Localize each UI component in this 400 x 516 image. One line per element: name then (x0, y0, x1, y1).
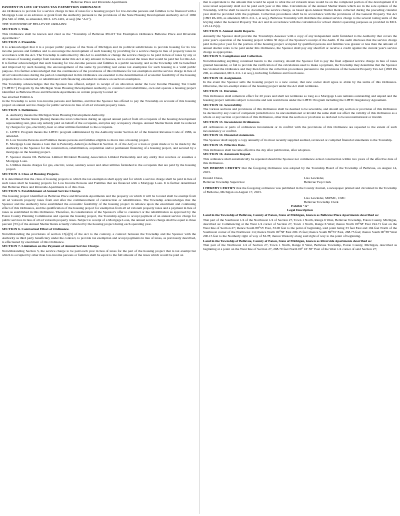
land1-body: That part of the Southwest 1/4 of the Northwest 1/4 of Section 27, Town 1 North, Range 6 West, Bellevue Township, Eaton County, Michigan, described as: Commencing at the West 1/4 corner of Section 27, Town 1 North, Range 6 West; thence North 00°38' East 194.71 feet on the West line of Section 27; thence South 89°55' East, 33.00 feet to the point of beginning, said point being 33 feet East and 194 feet North of the Southwest corner of the Northwest 1/4; thence North 00°38' East 200.15 feet; thence South 89°55' East, 268.75 feet; thence South 00°38' West 200.15 feet to the Northerly right of way of M-78; thence Westerly along said right of way to the point of beginning. (203, 217, 397, 238)
sec5-body: The housing project identified as Bellevue Place and Riverside Apartments and the property on which it will be located shall be exempt from all ad valorem property taxes from and after the commencement of construction or rehabilitation. The Township acknowledges that the Sponsor and the Authority have established the economic feasibility of the housing project in reliance upon the enactment and continuing effect of this Ordinance, and the qualification of the housing project for exemption from all ad valorem property taxes and a payment in lieu of taxes as established in this Ordinance. Therefore, in consideration of the Sponsor's offer to construct or the rehabilitation as approved by the Eaton County Planning Commission and operate the housing project, the Township agrees to accept payment of an annual service charge for public services in lieu of all ad valorem property taxes. Subject to receipt of a Mortgage Loan, the annual service charge shall be equal to three percent (3%) of the Annual Shelter Rents actually collected by the housing project during each operating year. (2, 194, 196, 227)
sec2-body: It is acknowledged that it is a proper public purpose of the State of Michigan and its political subdivisions to provide housing for its low income persons and families and to encourage the development of such housing by providing for a service charge in lieu of property taxes in accordance with the Act. The Township is authorized by this Act to establish or change the service charge to be paid in lieu of taxes by any or all classes of housing exempt from taxation under this Act at any amount it chooses, not to exceed the taxes that would be paid but for this Act. It is further acknowledged that such housing for low-income persons and families is a public necessity, and as the Township will be benefited and improved by such housing, the encouragement of the same by providing real estate tax exemption for such housing is a valid public purpose. It is further acknowledged that the continuance of the provisions of this Ordinance for tax exemption and the service charge in lieu of all ad valorem taxes during the period contemplated in this Ordinance are essential to the determination of economic feasibility of the housing projects that is constructed or rehabilitated with financing extended in reliance on such tax exemption. (2, 44, 196, 82)
land1-heading: Land in the Township of Bellevue, County of Eaton, State of Michigan, known as Bellevue Place Apartments described as: (203, 213, 380, 218)
clerk-signature: Lisa Lewinder, MiPMC, CMC (303, 195, 346, 200)
sec1-heading: SECTION 1. Title. (2, 26, 30, 31)
publication-certification (203, 186, 397, 194)
sec7-body: Notwithstanding Section 5, the service charge to be paid each year in lieu of taxes for the part of the housing project that is tax exempt but which is occupied by other than low-income persons or families shall be equal to the full amount of the taxes which would be paid on (2, 249, 196, 258)
supervisor-name: Donald Chase, (203, 175, 223, 180)
sec14-body: The Sponsor shall supply a copy annually of its most recently supplied audited, reviewed or compiled financial statements to the Township. (203, 138, 393, 143)
right-column (203, 0, 397, 516)
township-line: THE TOWNSHIP OF BELLEVUE ORDAINS: (2, 22, 68, 27)
sec-pilot-body: An Ordinance to provide for a service charge in lieu of taxes for a housing project for low-income persons and families to be financed with a Mortgage Loan or an advance or grant from the Authority pursuant to the provisions of the State Housing Development Authority Act of 1966 (PA 346 of 1966, as amended, MCL 125.1401, et seq) (the "Act"). (2, 9, 196, 22)
sec11-body: This Ordinance shall remain in effect for 20 years and shall not terminate so long as a Mortgage Loan remains outstanding and unpaid and the housing project remains subject to income and rent restrictions under the LIHTC Program including the LIHTC Regulatory Agreement. (203, 93, 397, 102)
definition-item: F. Sponsor means DL Bellevue Limited Dividend Housing Association Limited Partnership and any entity that receives or assumes a Mortgage Loan. (6, 154, 196, 163)
sec12-body: The various sections and provisions of this Ordinance shall be deemed to be severable, and should any section or provision of this Ordinance be declared by any court of competent jurisdiction to be unconstitutional or invalid the same shall not affect the validity of this Ordinance as a whole or any section or provision of this Ordinance, other than the section or provision so declared to be unconstitutional or invalid. (203, 107, 397, 120)
exhibit-reference: See attached Exhibit A (2, 94, 33, 99)
definition-item: E. Mortgage Loan means a loan that is Federally-Aided (as defined in Section 11 of the Act) or a loan or grant made or to be made by the Authority to the Sponsor for the construction, rehabilitation, acquisition and/or permanent financing of a housing project, and secured by a mortgage on the housing project. (6, 142, 196, 155)
sec8-body: Annually the Sponsor shall provide the Township's Assessor with a copy of any independent audit furnished to the Authority that covers the prior year's operation of the housing project within 30 days of the Sponsor's receipt of the Audit. If the audit discloses that the service charge paid in the prior year for the portion of the housing project occupied by qualified persons and families was greater or less than the amount of annual shelter rents to be paid under this Ordinance, the Sponsor shall pay any shortfall or receive a credit against the current year's service charge as appropriate. (203, 33, 397, 54)
sec16-heading: SECTION 16. Automatic Repeal. (203, 152, 251, 157)
definitions-list (2, 113, 196, 172)
clerk-name: Lisa Lewinder, (303, 175, 325, 180)
column-divider (199, 2, 200, 514)
exhibit-title: Exhibit "A" (291, 203, 309, 208)
sec4-heading: SECTION 4. Class of Housing Projects. (2, 171, 60, 176)
sec10-heading: SECTION 10. Assignment. (203, 75, 242, 80)
sec9-body: Notwithstanding anything contained herein to the contrary, should the Sponsor fail to pay the final adjusted service charge in lieu of taxes granted hereunder, or fail to provide the verification of the calculations used to make a payment, the Township may determine that the Sponsor has violated the Ordinance and may then follow the collection procedures pursuant to the provisions of the General Property Tax Act (1893 PA 206, as amended, MCL 211.1 et seq.), including forfeiture and foreclosure. (203, 58, 397, 76)
definition-item: D. Low Income Persons and Families means persons and families eligible to move into a housing project. (6, 137, 150, 142)
sec16-body: This ordinance shall automatically be repealed should the Sponsor not commence actual construction within two years of the effective date of this Ordinance. (203, 156, 397, 165)
clerk-signature-title: Bellevue Township Clerk (303, 199, 339, 204)
top-line: Bellevue Place and Riverside Apartments (70, 0, 128, 4)
sec5-heading: SECTION 5. Establishment of Annual Service Charge. (2, 189, 82, 194)
sec15-body: This Ordinance shall become effective the day after publication, after adoption. (203, 147, 311, 152)
sec4-body: It is determined that the class of housing projects to which the tax exemption shall apply and for which a service charge shall be paid in lieu of such taxes shall be housing projects for Low Income Persons and Families that are financed with a Mortgage Loan. It is further determined that Bellevue Place and Riverside Apartments is of this class. (2, 176, 196, 189)
certification (203, 166, 397, 174)
sec6-body: Notwithstanding the provisions of section 15(a)(5) of the Act to the contrary, a contract between the Township and the Sponsor with the Authority as third party beneficiary under the contract, to provide tax exemption and accept payments in lieu of taxes, as previously described, is effectuated by enactment of this Ordinance. (2, 231, 196, 244)
left-column (2, 0, 196, 516)
certify2-heading: I HEREBY CERTIFY (203, 185, 236, 190)
sec9-heading: SECTION 9. Compliance and Collection. (203, 54, 263, 59)
definition-item: C. LIHTC Program means the LIHTC program administered by the Authority under Section 42 of the Internal Revenue Code of 1986, as amended. (6, 129, 196, 138)
sec15-heading: SECTION 15. Effective Date. (203, 142, 246, 147)
sec2-heading: SECTION 2. Preamble. (2, 40, 37, 45)
sec6-heading: SECTION 6. Contractual Effect of Ordinance. (2, 226, 70, 231)
sec-pilot-heading: PAYMENT IN LIEU OF TAXES TAX EXEMPTION ORDINANCE (2, 4, 101, 9)
sec7-continued: that is equivalent to the amount that would be equal to what the ad valorem taxes would be on the completed portion of the development if it were taxed separately shall not be paid each year at this time. Calculations of the Annual Shelter Rents which are in the sole opinion of the Township, will be shall be used to document the service charge, as based upon Annual Shelter Rents collected during the preceding calendar year shall be provided with the payment. Collection procedures shall be in accordance with the provisions of the General Property Tax Act (1893 PA 206, as amended, MCL 211.1, et seq.). Bellevue Township will distribute the annual service charge to the several taxing units of the levying under the General Property Tax Act and in accordance with the calculation for school district operating purposes as provided in MCL 125.1415(4). (203, 0, 397, 29)
sec1-body: This Ordinance shall be known and cited as the "Township of Bellevue PILOT Tax Exemption Ordinance Bellevue Place and Riverside Apartments." (2, 31, 196, 40)
sec14-heading: SECTION 14. Financial statements. (203, 133, 255, 138)
sec13-body: All ordinances or parts of ordinances inconsistent or in conflict with the provisions of this Ordinance are repealed to the extent of such inconsistency or conflict. (203, 124, 397, 133)
certify-body: that the foregoing Ordinance was adopted by the Township Board of the Township of Bellevue, on August 14, 2023. (203, 165, 397, 174)
certify-heading: WE HEREBY CERTIFY (203, 165, 241, 170)
sec3-heading: SECTION 3. Definitions. (2, 107, 39, 112)
exhibit-subtitle: Legal Description (287, 208, 313, 213)
definition-item: B. Annual Shelter Rents (Rents) means the total collections during an agreed annual period from all occupants of the housing development representing rent, plus any subsidy paid on behalf of the occupants, and plus any occupancy charges. Annual Shelter Rents shall be reduced by charges for gas, electricity, heat or other utilities furnished to the occupants. (6, 117, 196, 130)
sec8-heading: SECTION 8. Annual Audit Reports. (203, 28, 256, 33)
definition-item: G. Utilities means charges for gas, electric, water, sanitary sewer and other utilities furnished to the occupants that are paid by the housing project. (6, 163, 196, 172)
land2-body: That part of the Northwest 1/4 of Section 27, Town 1 North, Range 6 West, Bellevue Township, Eaton County, Michigan, described as beginning at a point on the West line of Section 27, 268.70 feet North 00° 16' 38" East of the West 1/4 corner of said Section 27; (203, 243, 397, 252)
certify2-body: that the foregoing ordinance was published in the County Journal, a newspaper printed and circulated in the Township of Bellevue, Michigan on August 17, 2023. (203, 185, 397, 194)
supervisor-title: Bellevue Township Supervisor (203, 179, 245, 184)
sec2-body: in the Township to serve low-income persons and families, and that the Sponsor has offered to pay the Township on account of this housing project an annual service charge for public services in lieu of all ad valorem property taxes. (2, 99, 196, 108)
sec11-heading: SECTION 11. Duration. (203, 89, 239, 94)
sec7-heading: SECTION 7. Limitation on the Payment of Annual Service Charge. (2, 244, 100, 249)
signature-title-row (203, 180, 397, 184)
sec2-body: The Township acknowledges that the Sponsor has offered, subject to receipt of an allocation under the Low Income Housing Tax Credit ("LIHTC") Program by the Michigan State Housing Development Authority, to construct and rehabilitate, own and operate a housing project identified as Bellevue Place and Riverside Apartments on certain property located at/ (2, 81, 196, 94)
sec10-body: In the event the Sponsor sells the housing project to a new owner, that new owner shall agree to abide by the terms of this Ordinance. Otherwise, the tax-exempt status of the housing project under the Act shall terminate. (203, 80, 397, 89)
sec12-heading: SECTION 12. Severability. (203, 102, 243, 107)
land2-heading: Land in the Township of Bellevue, County of Eaton, State of Michigan, known as Riverside Apartments described as: (203, 238, 372, 243)
clerk-title: Bellevue Twp Clerk (303, 179, 332, 184)
definition-item: A. Authority means the Michigan State Housing Development Authority. (6, 112, 106, 117)
sec13-heading: SECTION 13. Inconsistent Ordinances. (203, 120, 261, 124)
